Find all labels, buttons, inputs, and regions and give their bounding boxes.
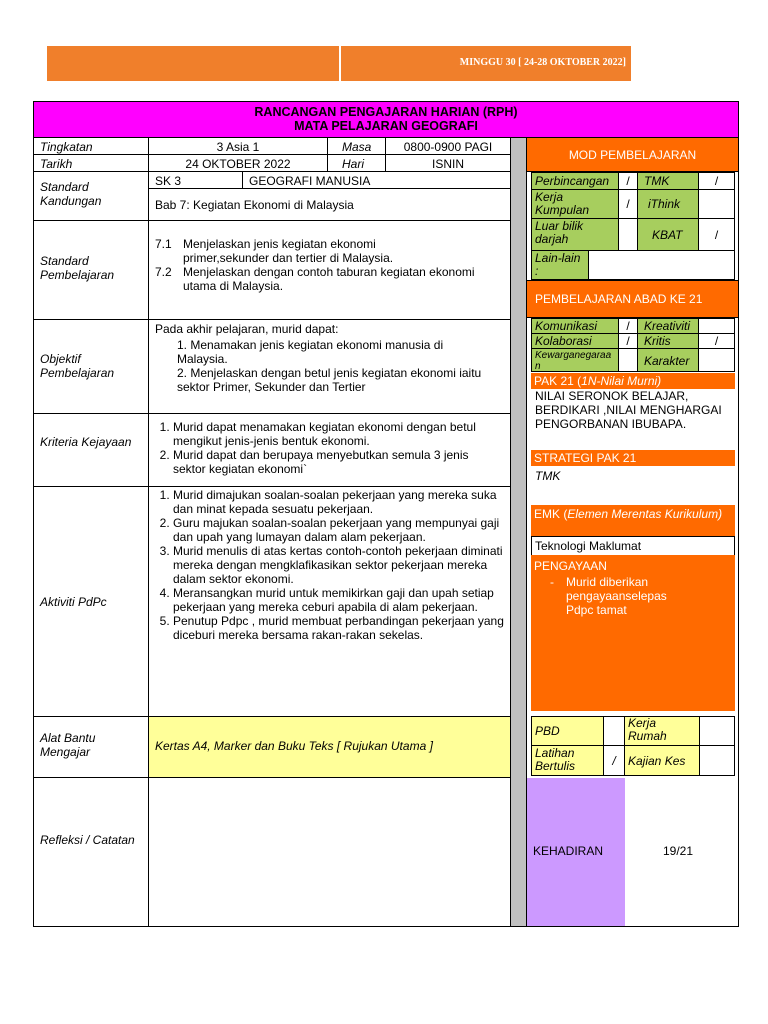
masa-label: Masa xyxy=(327,137,386,155)
pbd-label: PBD xyxy=(531,716,604,746)
abad-karakter: Karakter xyxy=(637,348,699,372)
mod-luar-bilik-mark xyxy=(618,218,638,251)
mod-tmk: TMK xyxy=(637,172,699,190)
aktiviti-item5: 5. Penutup Pdpc , murid membuat perbandingan pekerjaan yang diceburi mereka bersama rakan-rakan sekelas. xyxy=(173,614,504,642)
aktiviti-item4: 4. Meransangkan murid untuk memikirkan gaji dan upah setiap pekerjaan yang mereka ceburi apabila di alam pekerjaan. xyxy=(173,586,504,614)
masa-value: 0800-0900 PAGI xyxy=(385,137,511,155)
pak21-title-a: PAK 21 ( xyxy=(534,374,582,388)
sp1-num: 7.1 xyxy=(155,237,172,251)
pbd-latihan-mark: / xyxy=(603,745,625,776)
aktiviti-label: Aktiviti PdPc xyxy=(33,486,149,717)
mod-kbat: KBAT xyxy=(637,218,699,251)
mod-lain-lain: Lain-lain : xyxy=(531,250,589,280)
sk-code: SK 3 xyxy=(148,171,243,189)
pak21-title-b: 1N-Nilai Murni) xyxy=(581,374,662,388)
pak21-nilai: NILAI SERONOK BELAJAR, BERDIKARI ,NILAI MENGHARGAI PENGORBANAN IBUBAPA. xyxy=(535,389,722,431)
abad-karakter-mark xyxy=(698,348,735,372)
abad-kreativiti-mark xyxy=(698,318,735,334)
kriteria-label: Kriteria Kejayaan xyxy=(33,413,149,487)
kriteria-item1: 1. Murid dapat menamakan kegiatan ekonomi dengan betul mengikut jenis-jenis bentuk ekonomi. xyxy=(173,420,493,448)
header-divider xyxy=(339,46,341,81)
tarikh-label: Tarikh xyxy=(33,154,149,172)
abad-kolaborasi: Kolaborasi xyxy=(531,333,619,349)
abad-komunikasi-mark: / xyxy=(618,318,638,334)
mod-luar-bilik: Luar bilik darjah xyxy=(531,218,619,251)
sk-title: GEOGRAFI MANUSIA xyxy=(242,171,511,189)
abad-kewarganegaraan: Kewarganegaraan xyxy=(531,348,619,372)
abad-kreativiti: Kreativiti xyxy=(637,318,699,334)
abad-kolaborasi-mark: / xyxy=(618,333,638,349)
mod-kerja-kumpulan-mark: / xyxy=(618,189,638,219)
emk-title xyxy=(531,505,735,537)
hari-label: Hari xyxy=(327,154,386,172)
mod-perbincangan-mark: / xyxy=(618,172,638,190)
objektif-intro: Pada akhir pelajaran, murid dapat: xyxy=(155,322,339,336)
mod-ithink-mark xyxy=(698,189,735,219)
pengayaan-title: PENGAYAAN xyxy=(534,559,607,573)
kehadiran-value: 19/21 xyxy=(663,844,694,858)
mod-title: MOD PEMBELAJARAN xyxy=(526,137,739,172)
emk-title-b: Elemen Merentas Kurikulum) xyxy=(567,507,723,521)
pbd-mark xyxy=(603,716,625,746)
title-line2: MATA PELAJARAN GEOGRAFI xyxy=(294,119,478,133)
emk-title-a: EMK ( xyxy=(534,507,568,521)
tingkatan-value: 3 Asia 1 xyxy=(148,137,328,155)
objektif-item2: 2. Menjelaskan dengan betul jenis kegiatan ekonomi iaitu sektor Primer, Sekunder dan Tertier xyxy=(177,366,482,394)
standard-pembelajaran-label: Standard Pembelajaran xyxy=(33,220,149,320)
separator-column xyxy=(510,137,527,927)
abad-kewarganegaraan-mark xyxy=(618,348,638,372)
tingkatan-label: Tingkatan xyxy=(33,137,149,155)
kehadiran-label: KEHADIRAN xyxy=(527,778,625,926)
emk-value: Teknologi Maklumat xyxy=(531,536,735,556)
standard-kandungan-label: Standard Kandungan xyxy=(33,171,149,221)
mod-ithink: iThink xyxy=(637,189,699,219)
objektif-label: Objektif Pembelajaran xyxy=(33,319,149,414)
rph-title xyxy=(33,101,739,138)
pbd-kajian-kes: Kajian Kes xyxy=(624,745,700,776)
aktiviti-item3: 3. Murid menulis di atas kertas contoh-contoh pekerjaan diminati mereka dengan mengklafikasikan sektor pekerjaan mereka dalam sektor ekonomi. xyxy=(173,544,504,586)
pbd-latihan: Latihan Bertulis xyxy=(531,745,604,776)
mod-kerja-kumpulan: Kerja Kumpulan xyxy=(531,189,619,219)
mod-kbat-mark: / xyxy=(698,218,735,251)
strategi-value: TMK xyxy=(535,469,561,483)
aktiviti-cell xyxy=(148,486,511,717)
hari-value: ISNIN xyxy=(385,154,511,172)
kriteria-item2: 2. Murid dapat dan berupaya menyebutkan semula 3 jenis sektor kegiatan ekonomi` xyxy=(173,448,493,476)
pengayaan-box xyxy=(531,555,735,711)
pengayaan-dash: - xyxy=(550,575,554,589)
pengayaan-text: Murid diberikan pengayaanselepas Pdpc tamat xyxy=(566,575,667,617)
sp2-num: 7.2 xyxy=(155,265,172,279)
sp2-text: Menjelaskan dengan contoh taburan kegiatan ekonomi utama di Malaysia. xyxy=(183,265,475,293)
aktiviti-item1: 1. Murid dimajukan soalan-soalan pekerjaan yang mereka suka dan minat kepada sesuatu pekerjaan. xyxy=(173,488,504,516)
pbd-kerja-rumah-mark xyxy=(699,716,735,746)
title-line1: RANCANGAN PENGAJARAN HARIAN (RPH) xyxy=(254,105,518,119)
pbd-kerja-rumah: Kerja Rumah xyxy=(624,716,700,746)
alat-bantu-label: Alat Bantu Mengajar xyxy=(33,716,149,778)
sp1-text: Menjelaskan jenis kegiatan ekonomi primer,sekunder dan tertier di Malaysia. xyxy=(183,237,394,265)
mod-lain-lain-value xyxy=(588,250,735,280)
alat-bantu-value: Kertas A4, Marker dan Buku Teks [ Rujukan Utama ] xyxy=(148,716,511,778)
abad-komunikasi: Komunikasi xyxy=(531,318,619,334)
mod-perbincangan: Perbincangan xyxy=(531,172,619,190)
abad-kritis: Kritis xyxy=(637,333,699,349)
kriteria-cell xyxy=(148,413,511,487)
refleksi-cell xyxy=(148,777,511,927)
objektif-item1: 1. Menamakan jenis kegiatan ekonomi manusia di Malaysia. xyxy=(177,338,444,366)
week-label: MINGGU 30 [ 24-28 OKTOBER 2022] xyxy=(459,57,626,68)
sp-cell xyxy=(148,220,511,320)
sk-bab: Bab 7: Kegiatan Ekonomi di Malaysia xyxy=(148,188,511,221)
refleksi-label: Refleksi / Catatan xyxy=(33,777,149,927)
mod-tmk-mark: / xyxy=(698,172,735,190)
pbd-kajian-kes-mark xyxy=(699,745,735,776)
aktiviti-item2: 2. Guru majukan soalan-soalan pekerjaan yang mempunyai gaji dan upah yang lumayan dalam alam pekerjaan. xyxy=(173,516,504,544)
abad-kritis-mark: / xyxy=(698,333,735,349)
objektif-cell xyxy=(148,319,511,414)
strategi-title: STRATEGI PAK 21 xyxy=(531,450,735,466)
tarikh-value: 24 OKTOBER 2022 xyxy=(148,154,328,172)
abad21-title: PEMBELAJARAN ABAD KE 21 xyxy=(526,280,739,318)
pak21-title xyxy=(531,373,735,389)
